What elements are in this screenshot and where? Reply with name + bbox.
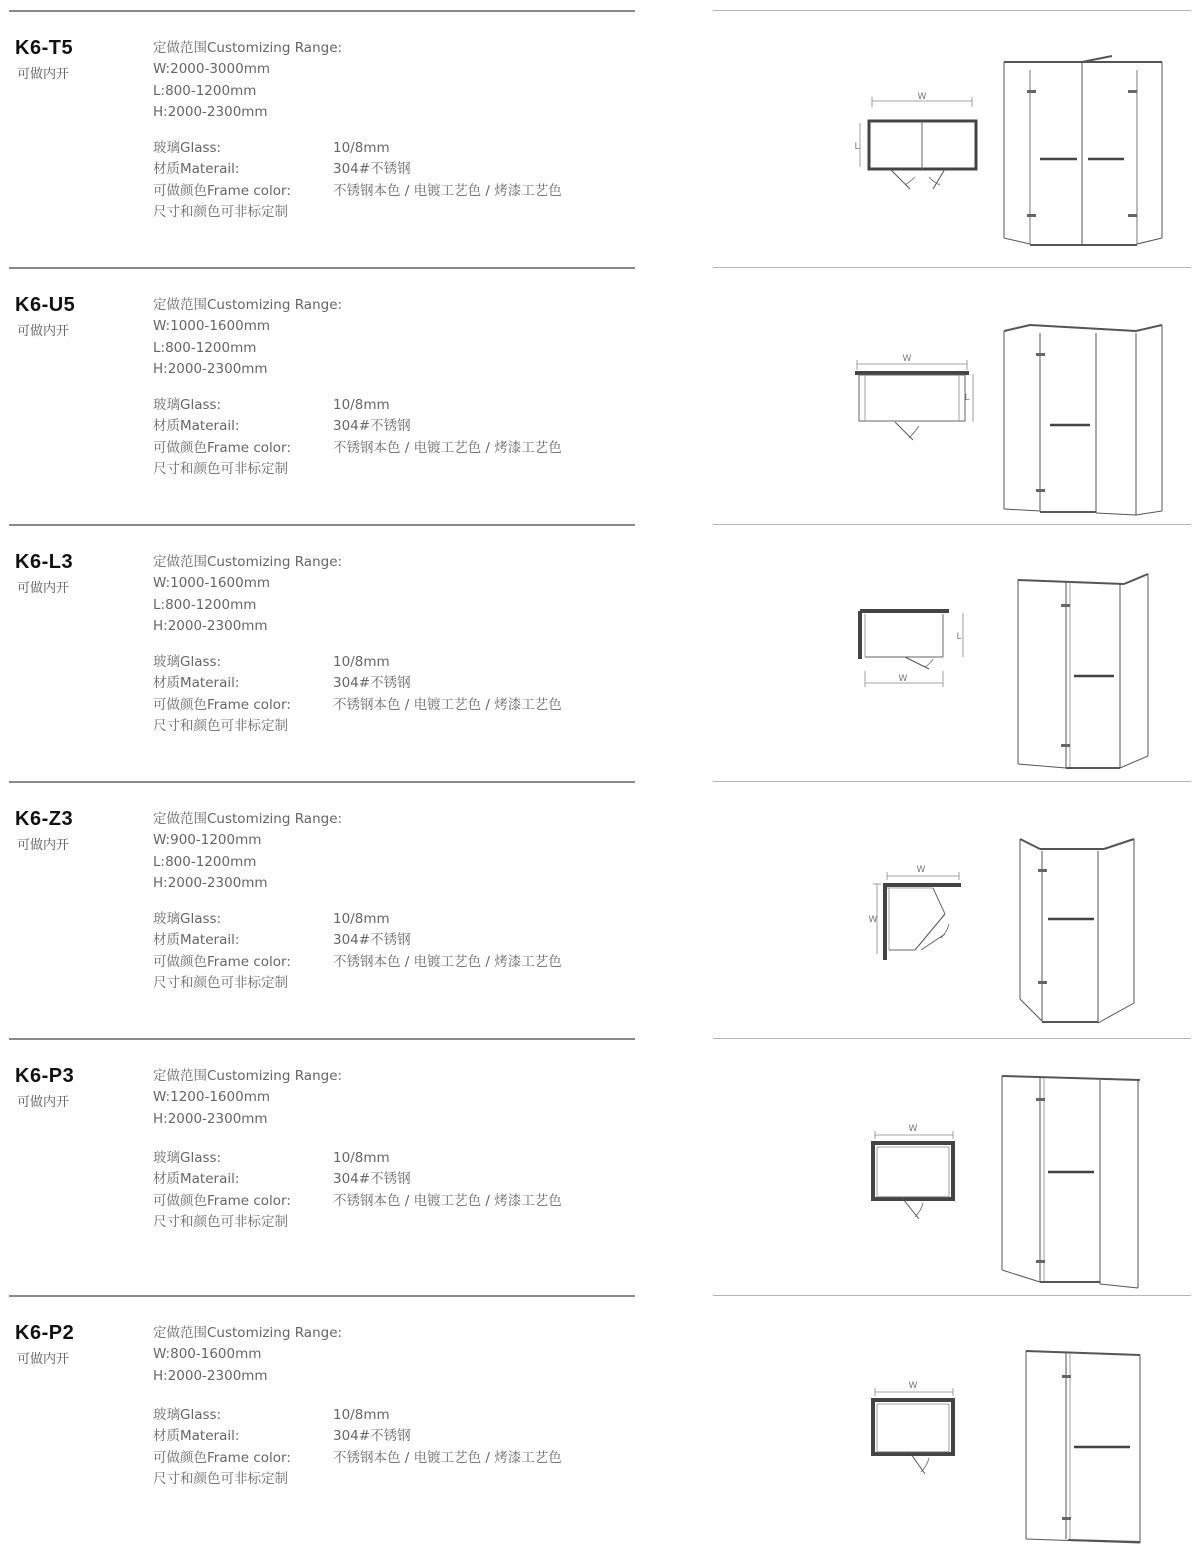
section-divider xyxy=(713,267,1191,268)
shower-enclosure-view xyxy=(990,803,1180,1033)
glass-label: 玻璃Glass: xyxy=(153,654,222,670)
custom-note: 尺寸和颜色可非标定制 xyxy=(153,203,288,220)
range-title: 定做范围Customizing Range: xyxy=(153,1068,343,1084)
floor-plan-diagram xyxy=(845,856,985,966)
frame-color-value: 不锈钢本色 / 电镀工艺色 / 烤漆工艺色 xyxy=(333,953,562,970)
length-range: L:800-1200mm xyxy=(153,853,257,870)
section-divider xyxy=(713,524,1191,525)
inward-open-note: 可做内开 xyxy=(17,67,70,82)
section-divider xyxy=(9,1038,635,1040)
frame-color-label: 可做颜色Frame color: xyxy=(153,182,291,199)
inward-open-note: 可做内开 xyxy=(17,324,70,339)
custom-note: 尺寸和颜色可非标定制 xyxy=(153,1470,288,1487)
length-range: L:800-1200mm xyxy=(153,596,257,613)
height-range: H:2000-2300mm xyxy=(153,1367,268,1384)
range-title: 定做范围Customizing Range: xyxy=(153,554,343,570)
inward-open-note: 可做内开 xyxy=(17,838,70,853)
frame-color-label: 可做颜色Frame color: xyxy=(153,439,291,456)
section-divider xyxy=(9,10,635,12)
shower-enclosure-view xyxy=(990,1317,1180,1547)
width-range: W:900-1200mm xyxy=(153,832,262,849)
length-dimension-label: W xyxy=(868,915,878,925)
range-title: 定做范围Customizing Range: xyxy=(153,297,343,313)
spec-range xyxy=(153,552,342,637)
frame-color-value: 不锈钢本色 / 电镀工艺色 / 烤漆工艺色 xyxy=(333,439,562,456)
model-name: K6-P2 xyxy=(15,1322,75,1344)
inward-open-note: 可做内开 xyxy=(17,1352,70,1367)
spec-range xyxy=(153,1323,342,1387)
spec-properties xyxy=(153,1148,633,1233)
width-dimension-label: W xyxy=(917,92,927,102)
model-name: K6-L3 xyxy=(15,551,74,573)
spec-range xyxy=(153,38,342,123)
length-range: L:800-1200mm xyxy=(153,339,257,356)
glass-value: 10/8mm xyxy=(333,1150,390,1166)
floor-plan-diagram xyxy=(845,599,985,709)
range-title: 定做范围Customizing Range: xyxy=(153,811,343,827)
material-label: 材质Materail: xyxy=(153,418,240,435)
floor-plan-diagram xyxy=(845,85,985,195)
spec-properties xyxy=(153,138,633,223)
height-range: H:2000-2300mm xyxy=(153,874,268,891)
product-section-k6-p3 xyxy=(0,1038,1200,1295)
width-range: W:1000-1600mm xyxy=(153,318,270,335)
frame-color-value: 不锈钢本色 / 电镀工艺色 / 烤漆工艺色 xyxy=(333,182,562,199)
material-label: 材质Materail: xyxy=(153,1428,240,1445)
frame-color-value: 不锈钢本色 / 电镀工艺色 / 烤漆工艺色 xyxy=(333,696,562,713)
spec-properties xyxy=(153,652,633,737)
width-dimension-label: W xyxy=(916,865,926,875)
length-dimension-label: L xyxy=(854,142,860,152)
material-label: 材质Materail: xyxy=(153,675,240,692)
height-range: H:2000-2300mm xyxy=(153,103,268,120)
floor-plan-diagram xyxy=(845,1370,985,1480)
spec-properties xyxy=(153,909,633,994)
frame-color-value: 不锈钢本色 / 电镀工艺色 / 烤漆工艺色 xyxy=(333,1192,562,1209)
glass-value: 10/8mm xyxy=(333,140,390,156)
floor-plan-diagram xyxy=(845,1113,985,1223)
shower-enclosure-view xyxy=(990,32,1180,262)
glass-label: 玻璃Glass: xyxy=(153,911,222,927)
shower-enclosure-view xyxy=(990,546,1180,776)
glass-value: 10/8mm xyxy=(333,397,390,413)
glass-label: 玻璃Glass: xyxy=(153,140,222,156)
width-dimension-label: W xyxy=(908,1124,918,1134)
shower-enclosure-view xyxy=(990,1060,1180,1290)
model-name: K6-T5 xyxy=(15,37,74,59)
material-value: 304#不锈钢 xyxy=(333,1171,411,1188)
glass-value: 10/8mm xyxy=(333,1407,390,1423)
width-dimension-label: W xyxy=(898,674,908,684)
spec-properties xyxy=(153,1405,633,1490)
height-range: H:2000-2300mm xyxy=(153,1110,268,1127)
floor-plan-diagram xyxy=(845,342,985,452)
frame-color-label: 可做颜色Frame color: xyxy=(153,1192,291,1209)
section-divider xyxy=(713,781,1191,782)
glass-label: 玻璃Glass: xyxy=(153,397,222,413)
section-divider xyxy=(713,1295,1191,1296)
length-range: L:800-1200mm xyxy=(153,82,257,99)
height-range: H:2000-2300mm xyxy=(153,617,268,634)
material-value: 304#不锈钢 xyxy=(333,932,411,949)
inward-open-note: 可做内开 xyxy=(17,1095,70,1110)
material-label: 材质Materail: xyxy=(153,1171,240,1188)
spec-range xyxy=(153,295,342,380)
frame-color-label: 可做颜色Frame color: xyxy=(153,696,291,713)
width-range: W:800-1600mm xyxy=(153,1346,262,1363)
glass-label: 玻璃Glass: xyxy=(153,1150,222,1166)
custom-note: 尺寸和颜色可非标定制 xyxy=(153,974,288,991)
product-section-k6-l3 xyxy=(0,524,1200,781)
section-divider xyxy=(713,1038,1191,1039)
width-dimension-label: W xyxy=(902,354,912,364)
width-dimension-label: W xyxy=(908,1381,918,1391)
model-name: K6-P3 xyxy=(15,1065,75,1087)
material-label: 材质Materail: xyxy=(153,161,240,178)
range-title: 定做范围Customizing Range: xyxy=(153,1325,343,1341)
section-divider xyxy=(9,267,635,269)
section-divider xyxy=(9,524,635,526)
length-dimension-label: L xyxy=(964,393,970,403)
material-value: 304#不锈钢 xyxy=(333,418,411,435)
material-value: 304#不锈钢 xyxy=(333,1428,411,1445)
spec-properties xyxy=(153,395,633,480)
model-name: K6-Z3 xyxy=(15,808,74,830)
height-range: H:2000-2300mm xyxy=(153,360,268,377)
frame-color-label: 可做颜色Frame color: xyxy=(153,1449,291,1466)
range-title: 定做范围Customizing Range: xyxy=(153,40,343,56)
product-section-k6-z3 xyxy=(0,781,1200,1038)
product-section-k6-t5 xyxy=(0,10,1200,267)
material-value: 304#不锈钢 xyxy=(333,161,411,178)
spec-range xyxy=(153,1066,342,1130)
section-divider xyxy=(9,1295,635,1297)
shower-enclosure-view xyxy=(990,289,1180,519)
inward-open-note: 可做内开 xyxy=(17,581,70,596)
frame-color-label: 可做颜色Frame color: xyxy=(153,953,291,970)
custom-note: 尺寸和颜色可非标定制 xyxy=(153,1213,288,1230)
product-section-k6-p2 xyxy=(0,1295,1200,1552)
glass-value: 10/8mm xyxy=(333,911,390,927)
material-label: 材质Materail: xyxy=(153,932,240,949)
section-divider xyxy=(713,10,1191,11)
length-dimension-label: L xyxy=(956,632,962,642)
width-range: W:1200-1600mm xyxy=(153,1089,270,1106)
width-range: W:1000-1600mm xyxy=(153,575,270,592)
frame-color-value: 不锈钢本色 / 电镀工艺色 / 烤漆工艺色 xyxy=(333,1449,562,1466)
spec-range xyxy=(153,809,342,894)
section-divider xyxy=(9,781,635,783)
model-name: K6-U5 xyxy=(15,294,76,316)
product-section-k6-u5 xyxy=(0,267,1200,524)
width-range: W:2000-3000mm xyxy=(153,61,270,78)
custom-note: 尺寸和颜色可非标定制 xyxy=(153,460,288,477)
glass-value: 10/8mm xyxy=(333,654,390,670)
material-value: 304#不锈钢 xyxy=(333,675,411,692)
glass-label: 玻璃Glass: xyxy=(153,1407,222,1423)
custom-note: 尺寸和颜色可非标定制 xyxy=(153,717,288,734)
